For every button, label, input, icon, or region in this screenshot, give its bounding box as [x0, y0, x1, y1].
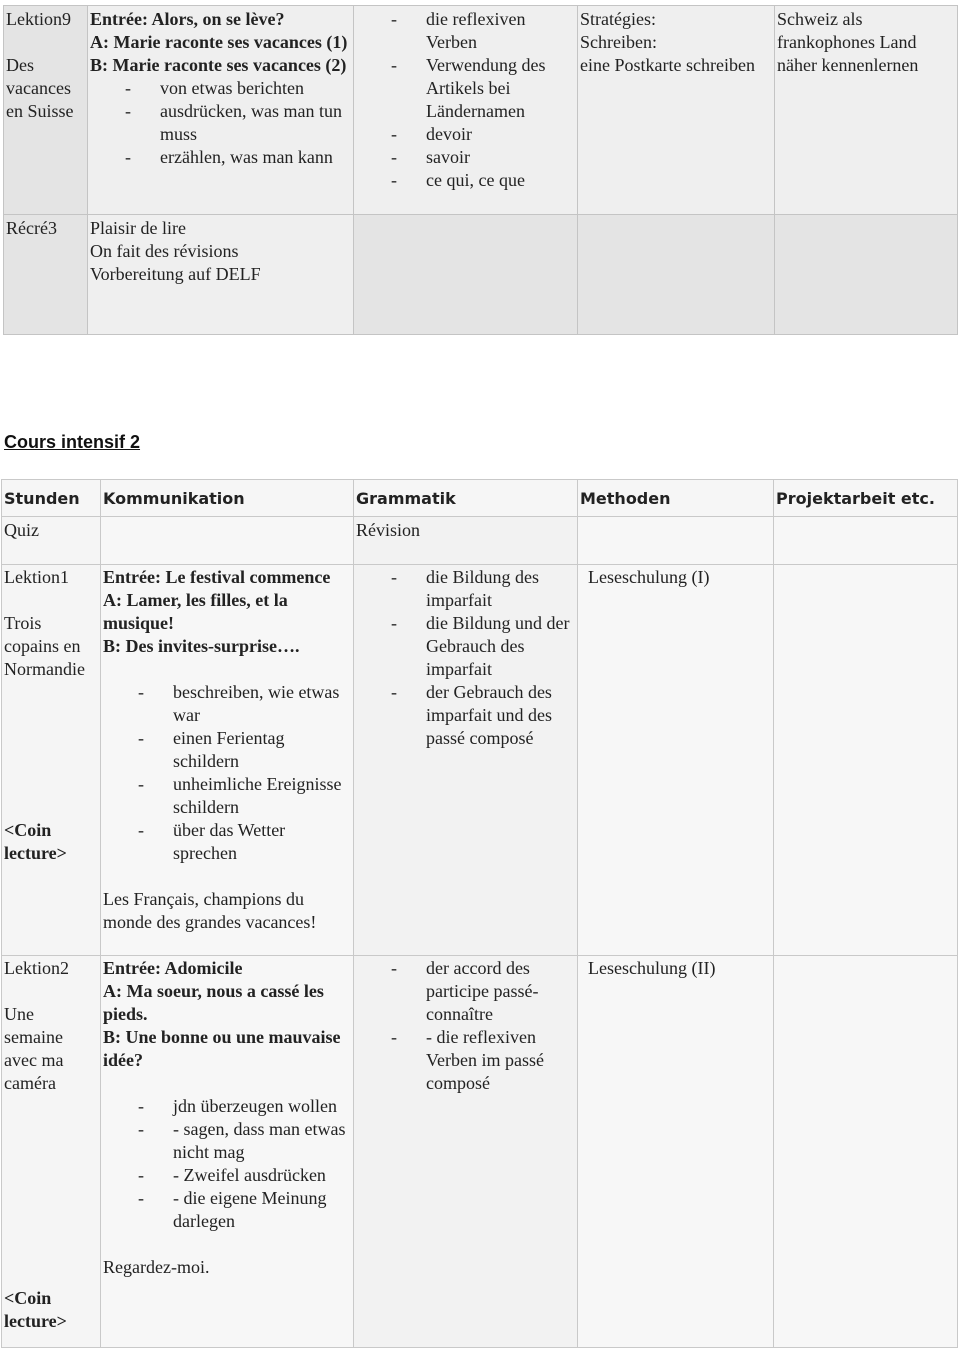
list-item: - jdn überzeugen wollen — [103, 1095, 351, 1118]
lesson-number: Récré3 — [6, 218, 57, 238]
coin-lecture-label: <Coin — [4, 820, 52, 840]
table-row — [2, 517, 958, 565]
projekt-cell — [774, 956, 958, 1348]
list-item: - - Zweifel ausdrücken — [103, 1164, 351, 1187]
kommunikation-cell — [88, 215, 354, 335]
list-item: - Verwendung des Artikels bei Ländernamen — [356, 54, 575, 123]
list-item: - einen Ferientag schildern — [103, 727, 351, 773]
lesson-title-line: avec ma — [4, 1050, 64, 1070]
lesson-title-line: Trois — [4, 613, 42, 633]
kommunikation-list — [90, 77, 351, 169]
lesson-title-line: caméra — [4, 1073, 56, 1093]
grammatik-list — [356, 8, 575, 192]
methoden-cell — [578, 956, 774, 1348]
lesson-title-line: en Suisse — [6, 101, 74, 121]
text-line: Vorbereitung auf DELF — [90, 264, 261, 284]
list-item: - - die eigene Meinung darlegen — [103, 1187, 351, 1233]
table-header-row — [2, 480, 958, 517]
methoden-cell — [578, 565, 774, 956]
grammatik-cell — [354, 6, 578, 215]
lesson-title-line: Des — [6, 55, 34, 75]
projekt-cell — [774, 565, 958, 956]
coin-lecture-label: <Coin — [4, 1288, 52, 1308]
text-line: Schweiz als — [777, 9, 863, 29]
lesson-number: Lektion2 — [4, 958, 69, 978]
grammatik-cell — [354, 565, 578, 956]
text-line: frankophones Land — [777, 32, 917, 52]
coin-lecture-label: lecture> — [4, 1311, 67, 1331]
stunde-cell — [2, 956, 101, 1348]
section-title: Entrée: Le festival commence — [103, 567, 331, 587]
text-line: On fait des révisions — [90, 241, 239, 261]
table-row — [4, 6, 958, 215]
projekt-cell — [775, 6, 958, 215]
section-title: A: Ma soeur, nous a cassé les pieds. — [103, 981, 324, 1024]
column-header: Stunden — [2, 480, 101, 517]
list-item: - erzählen, was man kann — [90, 146, 351, 169]
list-item: - ausdrücken, was man tun muss — [90, 100, 351, 146]
lesson-number: Lektion1 — [4, 567, 69, 587]
stunde-cell — [4, 215, 88, 335]
text-line: Leseschulung (I) — [588, 567, 710, 587]
text-line: Plaisir de lire — [90, 218, 186, 238]
list-item: - von etwas berichten — [90, 77, 351, 100]
lesson-title-line: semaine — [4, 1027, 63, 1047]
list-item: - unheimliche Ereignisse schildern — [103, 773, 351, 819]
section-title: B: Une bonne ou une mauvaise idée? — [103, 1027, 341, 1070]
lesson-title-line: Une — [4, 1004, 34, 1024]
column-header: Grammatik — [354, 480, 578, 517]
table-row — [2, 565, 958, 956]
text-line: Regardez-moi. — [103, 1257, 210, 1277]
stunde-cell — [2, 565, 101, 956]
lesson-number: Quiz — [4, 520, 39, 540]
lesson-table-intensive — [1, 479, 958, 1348]
list-item: - devoir — [356, 123, 575, 146]
text-line: Les Français, champions du monde des grandes vacances! — [103, 889, 317, 932]
kommunikation-cell — [88, 6, 354, 215]
grammatik-cell — [354, 215, 578, 335]
kommunikation-cell — [101, 956, 354, 1348]
column-header: Projektarbeit etc. — [774, 480, 958, 517]
kommunikation-list — [103, 681, 351, 865]
text-line: Schreiben: — [580, 32, 657, 52]
section-title: Entrée: Adomicile — [103, 958, 243, 978]
text-line: Leseschulung (II) — [588, 958, 716, 978]
list-item: - die Bildung des imparfait — [356, 566, 575, 612]
lesson-number: Lektion9 — [6, 9, 71, 29]
column-header: Methoden — [578, 480, 774, 517]
section-heading: Cours intensif 2 — [4, 432, 141, 452]
grammatik-cell — [354, 517, 578, 565]
text-line: näher kennenlernen — [777, 55, 919, 75]
list-item: - der accord des participe passé- connaître — [356, 957, 575, 1026]
methoden-cell — [578, 6, 775, 215]
section-title: Entrée: Alors, on se lève? — [90, 9, 285, 29]
grammatik-list — [356, 566, 575, 750]
projekt-cell — [775, 215, 958, 335]
lesson-table-top — [3, 5, 958, 335]
text-line: Stratégies: — [580, 9, 656, 29]
text-line: Révision — [356, 520, 421, 540]
section-title: B: Des invites-surprise…. — [103, 636, 300, 656]
list-item: - über das Wetter sprechen — [103, 819, 351, 865]
list-item: - der Gebrauch des imparfait und des passé composé — [356, 681, 575, 750]
stunde-cell — [2, 517, 101, 565]
list-item: - ce qui, ce que — [356, 169, 575, 192]
lesson-title-line: vacances — [6, 78, 71, 98]
kommunikation-cell — [101, 565, 354, 956]
kommunikation-cell — [101, 517, 354, 565]
column-header: Kommunikation — [101, 480, 354, 517]
kommunikation-list — [103, 1095, 351, 1233]
list-item: - die Bildung und der Gebrauch des imparfait — [356, 612, 575, 681]
section-title: A: Marie raconte ses vacances (1) — [90, 32, 348, 52]
grammatik-cell — [354, 956, 578, 1348]
methoden-cell — [578, 215, 775, 335]
lesson-title-line: copains en — [4, 636, 81, 656]
coin-lecture-label: lecture> — [4, 843, 67, 863]
list-item: - - die reflexiven Verben im passé composé — [356, 1026, 575, 1095]
list-item: - die reflexiven Verben — [356, 8, 575, 54]
lesson-title-line: Normandie — [4, 659, 85, 679]
table-row — [2, 956, 958, 1348]
section-title: B: Marie raconte ses vacances (2) — [90, 55, 347, 75]
list-item: - savoir — [356, 146, 575, 169]
section-title: A: Lamer, les filles, et la musique! — [103, 590, 288, 633]
text-line: eine Postkarte schreiben — [580, 55, 755, 75]
table-row — [4, 215, 958, 335]
list-item: - - sagen, dass man etwas nicht mag — [103, 1118, 351, 1164]
list-item: - beschreiben, wie etwas war — [103, 681, 351, 727]
projekt-cell — [774, 517, 958, 565]
stunde-cell — [4, 6, 88, 215]
grammatik-list — [356, 957, 575, 1095]
methoden-cell — [578, 517, 774, 565]
